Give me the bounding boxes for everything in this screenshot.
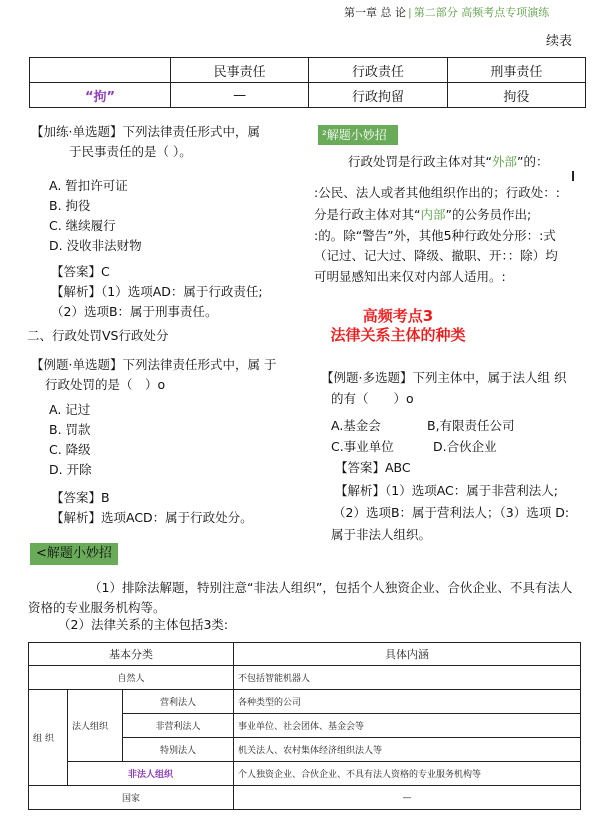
- table-cell: 组 织: [29, 690, 68, 786]
- q3-analysis-line1: 【解析】（1）选项AC：属于非营利法人;: [335, 483, 558, 498]
- tip1-line2: :公民、法人或者其他组织作出的；行政处：:: [314, 185, 560, 200]
- tip2-para2: （2）法律关系的主体包括3类:: [58, 617, 229, 632]
- tip1-line1: [348, 152, 548, 172]
- q2-option-a: A. 记过: [49, 402, 91, 417]
- q1-option-c: C. 继续履行: [49, 218, 116, 233]
- q3-option-b: B,有限责任公司: [427, 418, 515, 433]
- table-cell: [30, 58, 171, 83]
- hot-point-title: [318, 307, 478, 345]
- liability-table: [29, 57, 586, 108]
- tip1-line5: （记过、记大过、降级、撤职、开：：除）均: [314, 248, 558, 263]
- table-row: [29, 762, 581, 786]
- table-row: [29, 690, 581, 714]
- table-cell: 营利法人: [123, 690, 234, 714]
- table-header-cell: 具体内涵: [234, 643, 581, 666]
- table-cell: 国家: [29, 786, 234, 810]
- q1-option-b: B. 拘役: [49, 198, 91, 213]
- table-cell: 行政拘留: [309, 83, 447, 108]
- q3-option-d: D.合伙企业: [433, 439, 497, 454]
- table-cell: 特别法人: [123, 738, 234, 762]
- tip1-line1-end: ”的：: [517, 154, 549, 169]
- table-cell: 法人组织: [68, 690, 123, 762]
- table-cell: 各种类型的公司: [234, 690, 581, 714]
- q2-title-line2: 行政处罚的是（ ）o: [45, 377, 166, 392]
- q2-option-c: C. 降级: [49, 442, 91, 457]
- q1-option-a: A. 暂扣许可证: [49, 178, 128, 193]
- q3-option-a: A.基金会: [331, 418, 381, 433]
- tip1-line3-text: 分是行政主体对其“: [314, 207, 421, 222]
- q1-analysis-line2: （2）选项B：属于刑事责任。: [51, 304, 218, 319]
- table-cell: 非法人组织: [68, 762, 234, 786]
- tip-label: ²解题小妙招: [318, 125, 398, 145]
- table-cell: 机关法人、农村集体经济组织法人等: [234, 738, 581, 762]
- q1-answer: 【答案】C: [51, 264, 110, 279]
- q3-option-c: C.事业单位: [331, 439, 394, 454]
- table-cell: 事业单位、社会团体、基金会等: [234, 714, 581, 738]
- part-title: 第二部分 高频考点专项演练: [413, 6, 550, 19]
- table-cell: 不包括智能机器人: [234, 666, 581, 690]
- tip1-line6: 可明显感知出来仅对内部人适用。:: [314, 269, 506, 284]
- q1-analysis-line1: 【解析】（1）选项AD：属于行政责任;: [51, 284, 263, 299]
- legal-subject-table: [28, 642, 581, 810]
- table-cell: 自然人: [29, 666, 234, 690]
- table-cell: —: [234, 786, 581, 810]
- tip1-line1-text: 行政处罚是行政主体对其“: [348, 154, 492, 169]
- table-cell: 个人独资企业、合伙企业、不具有法人资格的专业服务机构等: [234, 762, 581, 786]
- table-header-row: [29, 643, 581, 666]
- table-cell: “拘”: [30, 83, 171, 108]
- table-cell: —: [171, 83, 309, 108]
- hot-point-topic: 法律关系主体的种类: [330, 326, 466, 344]
- tip1-highlight-internal: 内部: [420, 207, 446, 222]
- table-cell: 非营利法人: [123, 714, 234, 738]
- q3-title-line1: 【例题·多选题】下列主体中，属于法人组 织: [321, 370, 567, 385]
- q2-option-b: B. 罚款: [49, 422, 91, 437]
- table-cell: 民事责任: [171, 58, 309, 83]
- table-row: [30, 83, 586, 108]
- table-cell: 拘役: [447, 83, 585, 108]
- table-cell: 行政责任: [309, 58, 447, 83]
- table-row: [29, 786, 581, 810]
- q2-analysis: 【解析】选项ACD：属于行政处分。: [51, 510, 253, 525]
- tip1-line3: [314, 205, 531, 225]
- q2-option-d: D. 开除: [49, 462, 92, 477]
- tip1-line3-end: ”的公务员作出;: [445, 207, 532, 222]
- q2-answer: 【答案】B: [51, 490, 110, 505]
- q3-analysis-line2: （2）选项B：属于营利法人；（3）选项 D:: [333, 505, 570, 520]
- q2-title-line1: 【例题·单选题】下列法律责任形式中，属 于: [31, 357, 277, 372]
- table-header-cell: 基本分类: [29, 643, 234, 666]
- q1-option-d: D. 没收非法财物: [49, 238, 142, 253]
- table-row: [29, 666, 581, 690]
- continued-label: 续表: [546, 34, 573, 49]
- hot-point-number: 高频考点3: [362, 307, 434, 325]
- page-header: [344, 4, 549, 20]
- tip2-label: <解题小妙招: [30, 543, 118, 565]
- chapter-title: 第一章 总 论: [344, 6, 406, 19]
- section2-title: 二、行政处罚VS行政处分: [27, 328, 169, 343]
- header-separator: |: [408, 6, 412, 19]
- text-cursor-mark: [572, 171, 574, 181]
- table-header-row: [30, 58, 586, 83]
- q3-analysis-line3: 属于非法人组织。: [331, 527, 432, 542]
- table-cell: 刑事责任: [447, 58, 585, 83]
- q3-title-line2: 的有（ ）o: [331, 391, 414, 406]
- tip2-para1-line1: （1）排除法解题，特别注意“非法人组织”，包括个人独资企业、合伙企业、不具有法人: [89, 580, 573, 595]
- tip1-highlight-external: 外部: [491, 154, 517, 169]
- q1-title-line1: 【加练·单选题】下列法律责任形式中，属: [31, 124, 260, 139]
- tip2-para1-line2: 资格的专业服务机构等。: [28, 600, 166, 615]
- q3-answer: 【答案】ABC: [335, 460, 411, 475]
- tip1-line4: :的。除“警告”外，其他5种行政处分形：:式: [314, 228, 556, 243]
- q1-title-line2: 于民事责任的是（ ）。: [69, 144, 192, 159]
